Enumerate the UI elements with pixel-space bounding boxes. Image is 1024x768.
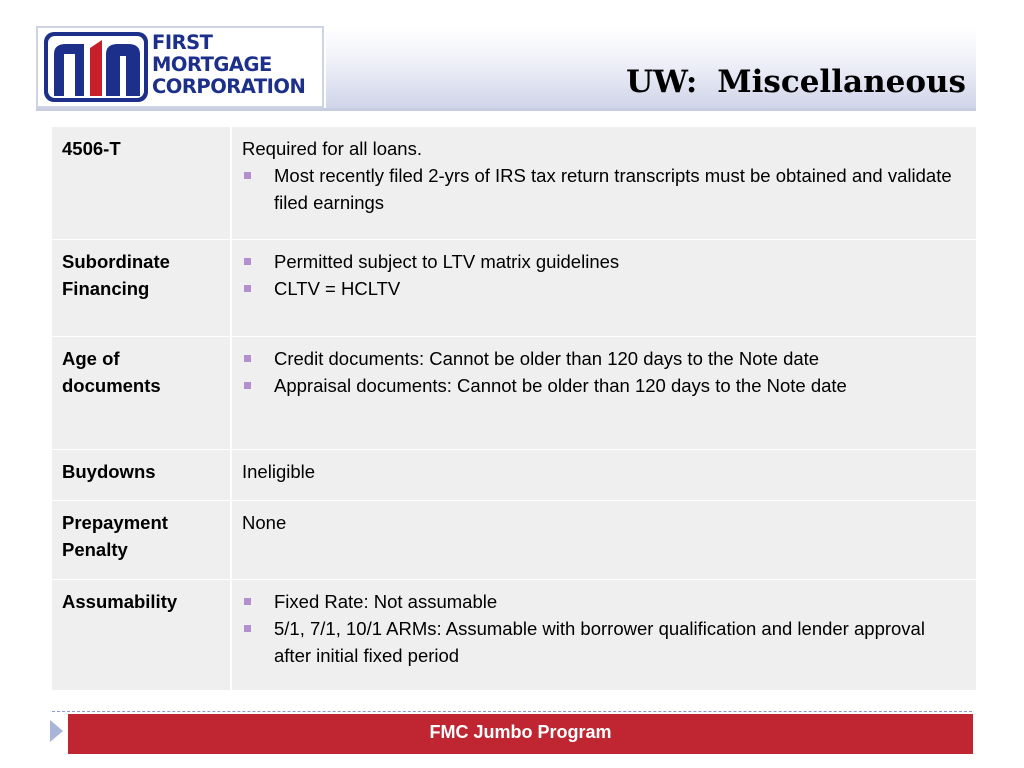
play-arrow-icon: [50, 720, 63, 742]
row-content: [231, 127, 976, 240]
company-logo: [36, 26, 324, 108]
bullet-item: Permitted subject to LTV matrix guidelines: [242, 248, 966, 275]
row-label: Age of documents: [52, 337, 231, 450]
bullet-item: Credit documents: Cannot be older than 120 days to the Note date: [242, 345, 966, 372]
table-row: [52, 501, 976, 580]
bullet-item: Fixed Rate: Not assumable: [242, 588, 966, 615]
header-divider: [36, 108, 976, 111]
bullet-item: CLTV = HCLTV: [242, 275, 966, 302]
bullet-list: [242, 248, 966, 302]
row-intro-text: Required for all loans.: [242, 138, 422, 159]
bullet-list: [242, 162, 966, 216]
guidelines-table: [52, 126, 976, 691]
table-row: [52, 240, 976, 337]
bullet-list: [242, 345, 966, 399]
row-content: [231, 337, 976, 450]
table-row: [52, 450, 976, 501]
footer-text: FMC Jumbo Program: [429, 722, 612, 742]
row-label: Assumability: [52, 580, 231, 691]
page-title-prefix: UW:: [626, 64, 698, 100]
logo-line-first: FIRST: [152, 31, 213, 54]
bullet-item: Most recently filed 2-yrs of IRS tax return transcripts must be obtained and validate filed earnings: [242, 162, 966, 216]
table-row: [52, 580, 976, 691]
logo-line-mortgage: MORTGAGE: [152, 53, 272, 76]
page-title-text: Miscellaneous: [717, 64, 966, 100]
row-content: [231, 580, 976, 691]
bullet-item: 5/1, 7/1, 10/1 ARMs: Assumable with borrower qualification and lender approval after initial fixed period: [242, 615, 966, 669]
row-label: 4506-T: [52, 127, 231, 240]
table-row: [52, 127, 976, 240]
logo-wordmark: [152, 32, 305, 98]
row-value: Ineligible: [231, 450, 976, 501]
row-content: [231, 240, 976, 337]
row-label: Buydowns: [52, 450, 231, 501]
table-row: [52, 337, 976, 450]
fmc-logo-mark-icon: [44, 32, 148, 102]
logo-line-corporation: CORPORATION: [152, 75, 306, 98]
row-label: Prepayment Penalty: [52, 501, 231, 580]
bullet-item: Appraisal documents: Cannot be older than 120 days to the Note date: [242, 372, 966, 399]
page-title: [626, 64, 966, 100]
row-value: None: [231, 501, 976, 580]
bullet-list: [242, 588, 966, 669]
footer-banner: [68, 714, 973, 754]
footer-divider: [52, 711, 972, 712]
row-label: Subordinate Financing: [52, 240, 231, 337]
